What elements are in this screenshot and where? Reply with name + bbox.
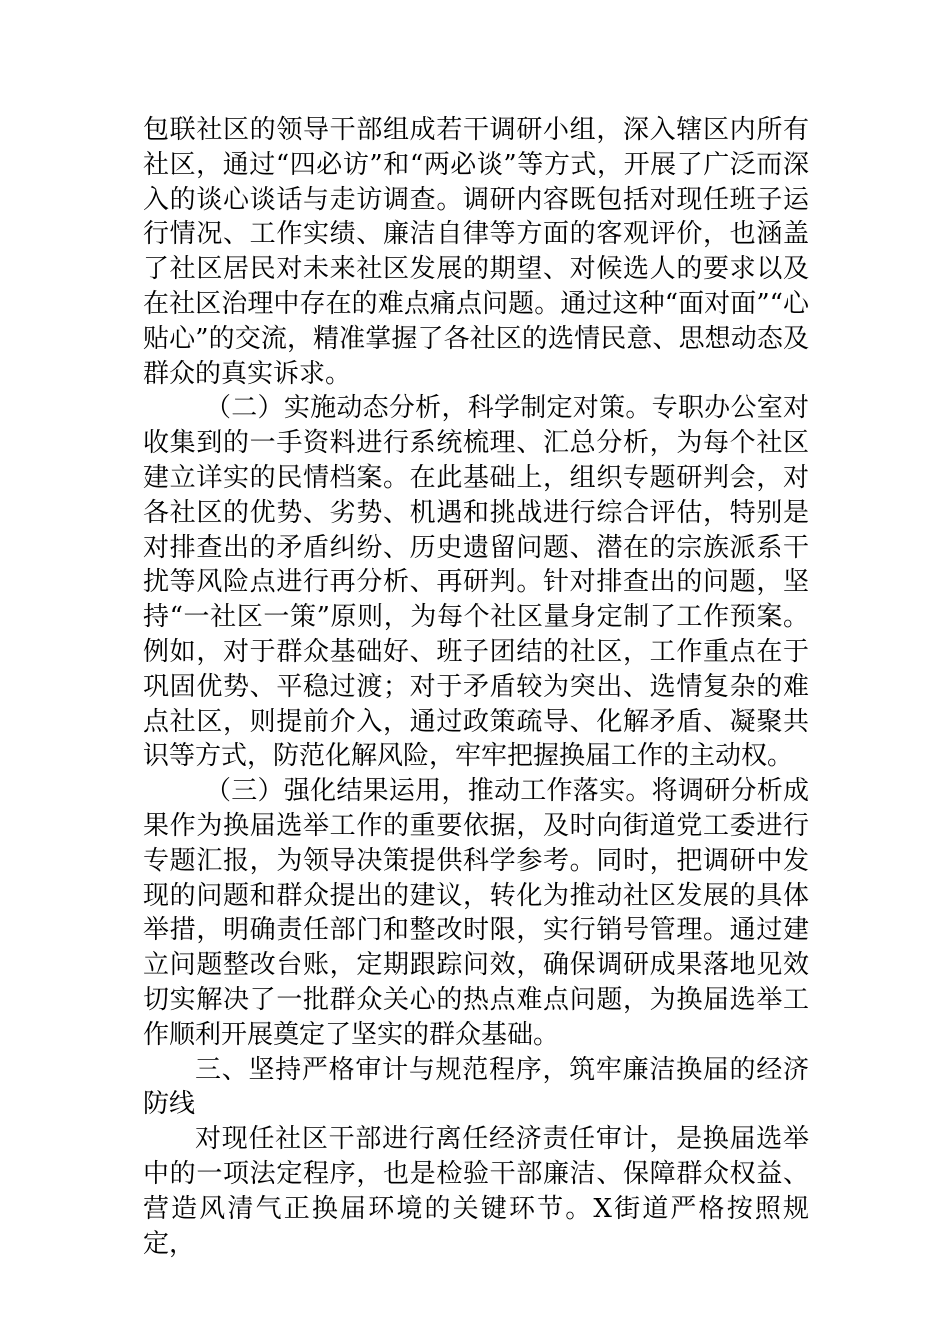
section-heading-3: 三、坚持严格审计与规范程序，筑牢廉洁换届的经济防线 — [143, 1054, 809, 1120]
paragraph-section-3: （三）强化结果运用，推动工作落实。将调研分析成果作为换届选举工作的重要依据，及时向街道党工委进行专题汇报，为领导决策提供科学参考。同时，把调研中发现的问题和群众提出的建议，转化为推动社区发展的具体举措，明确责任部门和整改时限，实行销号管理。通过建立问题整改台账，定期跟踪问效，确保调研成果落地见效切实解决了一批群众关心的热点难点问题，为换届选举工作顺利开展奠定了坚实的群众基础。 — [143, 776, 809, 1050]
paragraph-continuation: 包联社区的领导干部组成若干调研小组，深入辖区内所有社区，通过“四必访”和“两必谈”等方式，开展了广泛而深入的谈心谈话与走访调查。调研内容既包括对现任班子运行情况、工作实绩、廉洁自律等方面的客观评价，也涵盖了社区居民对未来社区发展的期望、对候选人的要求以及在社区治理中存在的难点痛点问题。通过这种“面对面”“心贴心”的交流，精准掌握了各社区的选情民意、思想动态及群众的真实诉求。 — [143, 115, 809, 389]
paragraph-audit-intro: 对现任社区干部进行离任经济责任审计，是换届选举中的一项法定程序，也是检验干部廉洁、保障群众权益、营造风清气正换届环境的关键环节。X街道严格按照规定， — [143, 1124, 809, 1259]
paragraph-section-2: （二）实施动态分析，科学制定对策。专职办公室对收集到的一手资料进行系统梳理、汇总分析，为每个社区建立详实的民情档案。在此基础上，组织专题研判会，对各社区的优势、劣势、机遇和挑战进行综合评估，特别是对排查出的矛盾纠纷、历史遗留问题、潜在的宗族派系干扰等风险点进行再分析、再研判。针对排查出的问题，坚持“一社区一策”原则，为每个社区量身定制了工作预案。例如，对于群众基础好、班子团结的社区，工作重点在于巩固优势、平稳过渡；对于矛盾较为突出、选情复杂的难点社区，则提前介入，通过政策疏导、化解矛盾、凝聚共识等方式，防范化解风险，牢牢把握换届工作的主动权。 — [143, 393, 809, 772]
document-body — [143, 113, 809, 1261]
